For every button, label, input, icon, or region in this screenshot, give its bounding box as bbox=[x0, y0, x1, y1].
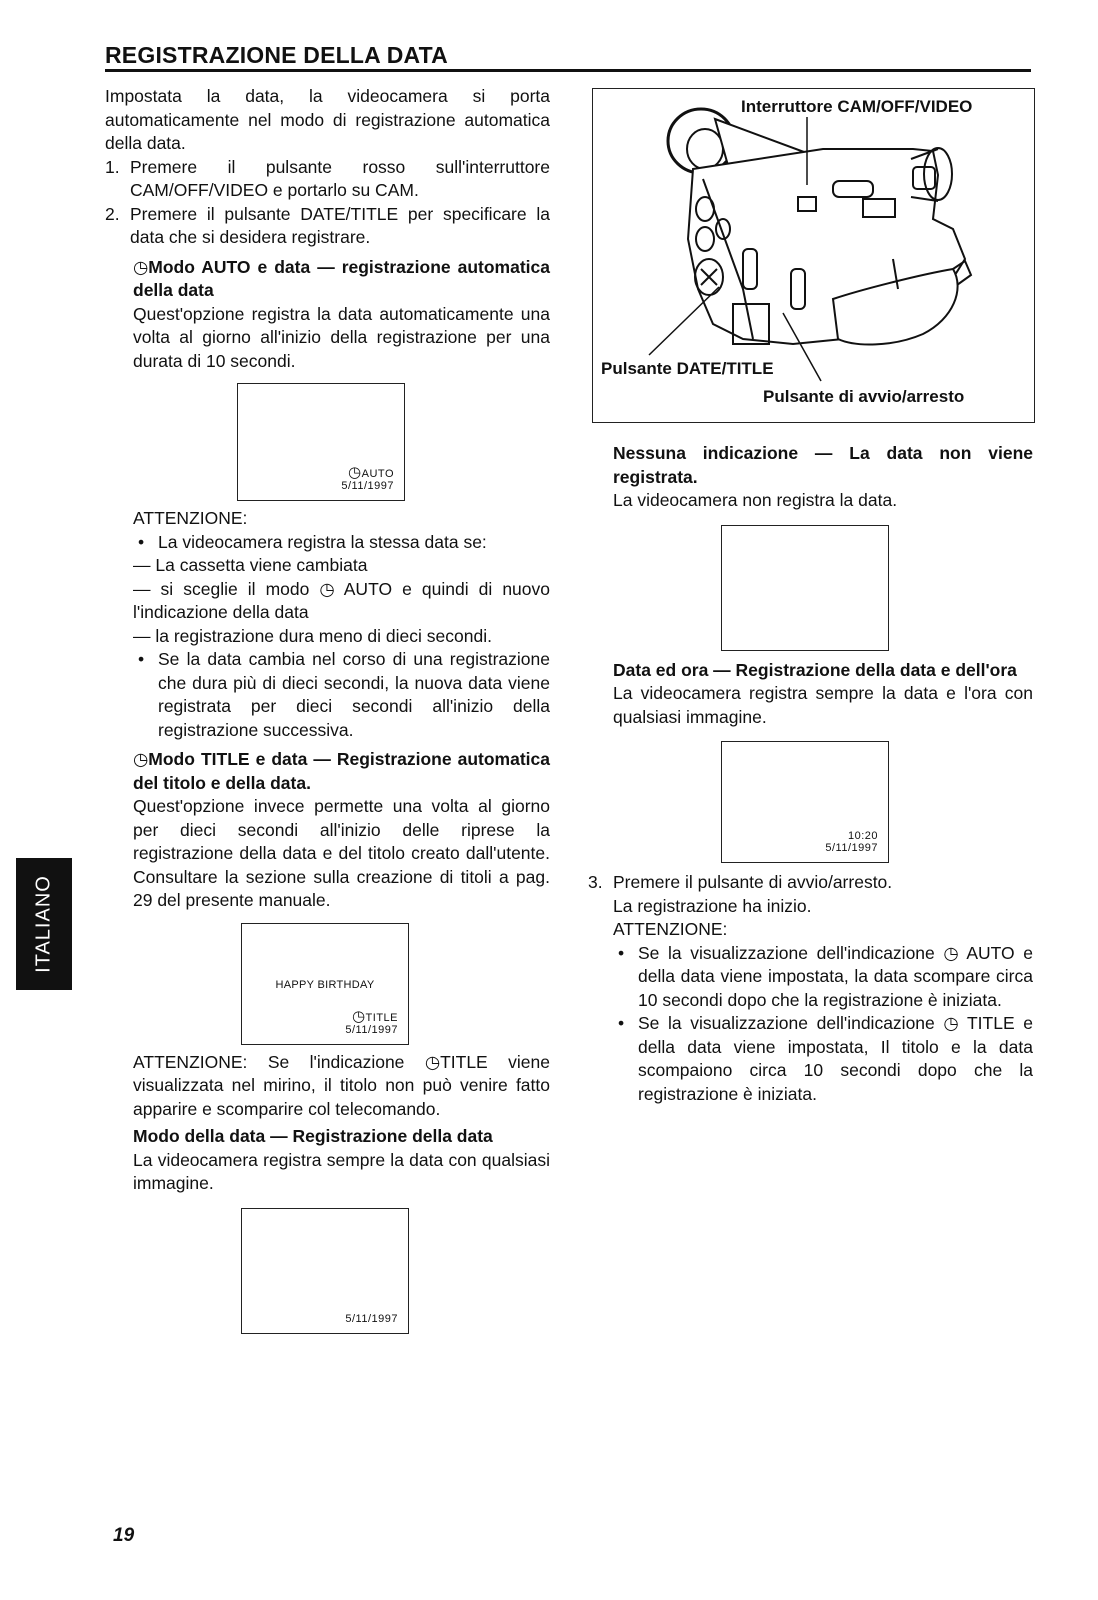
mode-auto-body: Quest'opzione registra la data automaticamente una volta al giorno all'inizio della registrazione per una durata di 10 secondi. bbox=[133, 303, 550, 371]
mode-datetime-heading: Data ed ora — Registrazione della data e dell'ora bbox=[613, 659, 1017, 680]
mode-none-body: La videocamera non registra la data. bbox=[613, 490, 898, 510]
screen-auto-readout: ◷AUTO 5/11/1997 bbox=[341, 464, 394, 492]
step-3-attention-list bbox=[613, 942, 1033, 1107]
mode-date-body: La videocamera registra sempre la data con qualsiasi immagine. bbox=[133, 1149, 550, 1193]
viewfinder-screen-none bbox=[721, 525, 889, 651]
attention-2-label: ATTENZIONE: bbox=[133, 1051, 248, 1072]
mode-auto-section bbox=[105, 256, 550, 374]
mode-auto-heading: ◷Modo AUTO e data — registrazione automatica della data bbox=[133, 256, 550, 300]
viewfinder-screen-date bbox=[241, 1208, 409, 1334]
attention-2-section bbox=[105, 1051, 550, 1122]
title-rule bbox=[105, 69, 1031, 72]
attention-1-list-2 bbox=[105, 648, 550, 742]
screen-title-readout: ◷TITLE 5/11/1997 bbox=[345, 1007, 398, 1036]
clock-icon: ◷ bbox=[351, 1007, 366, 1025]
step-3-attention-heading: ATTENZIONE: bbox=[613, 919, 728, 939]
language-side-tab bbox=[16, 858, 72, 990]
attention-1-bullet-2: • Se la data cambia nel corso di una registrazione che dura più di dieci secondi, la nuova data viene registrata per dieci secondi all'inizio della registrazione successiva. bbox=[133, 648, 550, 742]
attention-1-section bbox=[105, 507, 550, 742]
steps-list bbox=[105, 156, 550, 250]
mode-date-heading: Modo della data — Registrazione della data bbox=[133, 1126, 493, 1146]
viewfinder-screen-title bbox=[241, 923, 409, 1045]
screen-date-readout: 5/11/1997 bbox=[345, 1312, 398, 1325]
attention-1-bullet-1: • La videocamera registra la stessa data se: bbox=[133, 531, 550, 555]
step-3-bullet-2: • Se la visualizzazione dell'indicazione ◷ TITLE e della data viene impostata, Il titolo e la data scompaiono circa 10 secondi dopo che la registrazione è iniziata. bbox=[613, 1012, 1033, 1106]
attention-1-list bbox=[105, 531, 550, 555]
intro-paragraph: Impostata la data, la videocamera si porta automaticamente nel modo di registrazione automatica della data. bbox=[105, 86, 550, 153]
label-cam-off-video-switch: Interruttore CAM/OFF/VIDEO bbox=[741, 97, 973, 116]
mode-none-heading: Nessuna indicazione — La data non viene registrata. bbox=[613, 443, 1033, 487]
clock-icon: ◷ bbox=[133, 749, 149, 769]
right-column bbox=[588, 442, 1033, 1106]
step-1-number: 1. bbox=[105, 156, 120, 177]
viewfinder-screen-datetime bbox=[721, 741, 889, 863]
viewfinder-screen-auto bbox=[237, 383, 405, 501]
attention-1-dash-3: — la registrazione dura meno di dieci secondi. bbox=[133, 625, 492, 646]
label-date-title-button: Pulsante DATE/TITLE bbox=[601, 359, 774, 378]
step-2 bbox=[105, 203, 550, 250]
screen-title-text: HAPPY BIRTHDAY bbox=[275, 978, 375, 991]
label-start-stop-button: Pulsante di avvio/arresto bbox=[763, 387, 965, 406]
screen-datetime-readout: 10:20 5/11/1997 bbox=[825, 830, 878, 854]
mode-date-section bbox=[105, 1125, 550, 1196]
step-2-text: Premere il pulsante DATE/TITLE per specificare la data che si desidera registrare. bbox=[130, 203, 550, 247]
mode-title-heading: ◷Modo TITLE e data — Registrazione automatica del titolo e della data. bbox=[133, 749, 550, 793]
mode-title-section bbox=[105, 748, 550, 913]
attention-1-dash-2: — si sceglie il modo ◷ AUTO e quindi di nuovo l'indicazione della data bbox=[133, 578, 550, 622]
page-number: 19 bbox=[113, 1525, 135, 1546]
step-3-number: 3. bbox=[588, 872, 603, 892]
mode-datetime-body: La videocamera registra sempre la data e l'ora con qualsiasi immagine. bbox=[613, 683, 1033, 727]
clock-icon: ◷ bbox=[348, 464, 362, 481]
step-3-bullet-1: • Se la visualizzazione dell'indicazione ◷ AUTO e della data viene impostata, la data scompare circa 10 secondi dopo che la registrazione è iniziata. bbox=[613, 942, 1033, 1013]
language-label: ITALIANO bbox=[32, 875, 55, 973]
attention-1-dash-1: — La cassetta viene cambiata bbox=[133, 555, 368, 575]
step-3 bbox=[588, 871, 1033, 1106]
step-2-number: 2. bbox=[105, 203, 120, 224]
attention-2-text: ATTENZIONE: Se l'indicazione ◷TITLE viene visualizzata nel mirino, il titolo non può venire fatto apparire e scomparire col telecomando. bbox=[133, 1051, 550, 1119]
clock-icon: ◷ bbox=[133, 256, 149, 277]
page-title: REGISTRAZIONE DELLA DATA bbox=[105, 42, 448, 68]
step-3-text: Premere il pulsante di avvio/arresto. bbox=[613, 872, 893, 892]
attention-1-heading: ATTENZIONE: bbox=[133, 508, 248, 528]
mode-title-body: Quest'opzione invece permette una volta al giorno per dieci secondi all'inizio delle riprese la registrazione della data e del titolo creato dall'utente. Consultare la sezione sulla creazione di titoli a pag. 29 del presente manuale. bbox=[133, 796, 550, 910]
step-3-line-2: La registrazione ha inizio. bbox=[613, 895, 812, 916]
left-column bbox=[105, 85, 550, 1340]
step-1-text: Premere il pulsante rosso sull'interruttore CAM/OFF/VIDEO e portarlo su CAM. bbox=[130, 156, 550, 200]
step-1 bbox=[105, 156, 550, 203]
camcorder-figure bbox=[592, 88, 1035, 423]
